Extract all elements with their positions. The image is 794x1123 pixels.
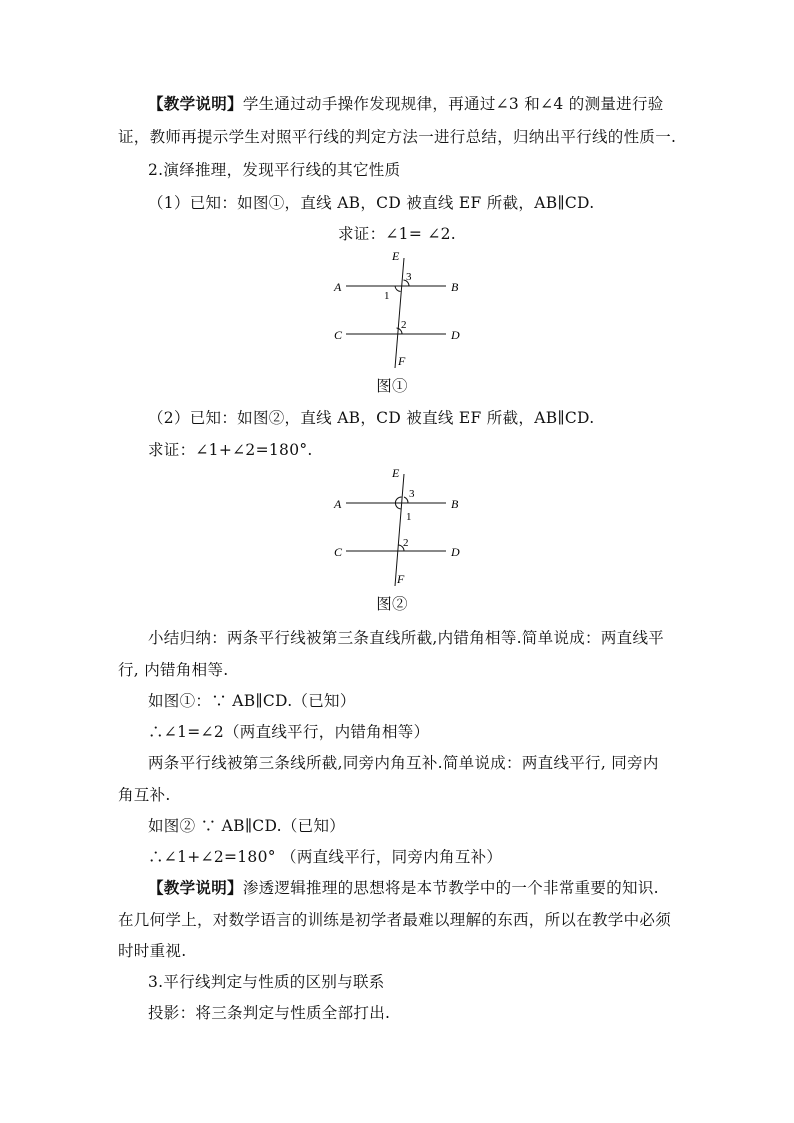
label-angle-1: 1 bbox=[406, 511, 412, 523]
problem-2-prove: 求证：∠1+∠2=180°. bbox=[148, 441, 313, 459]
label-b: B bbox=[451, 280, 459, 294]
teaching-note-tag: 【教学说明】 bbox=[148, 94, 243, 113]
label-c: C bbox=[334, 328, 343, 342]
label-d: D bbox=[451, 328, 460, 342]
line-ef bbox=[395, 474, 404, 586]
section-heading-2: 2.演绎推理，发现平行线的其它性质 bbox=[148, 161, 401, 179]
angle-3-arc bbox=[404, 497, 408, 503]
label-f: F bbox=[398, 354, 406, 368]
figure-1-diagram bbox=[320, 248, 470, 372]
figure-2-diagram bbox=[320, 464, 470, 590]
projection-note: 投影：将三条判定与性质全部打出. bbox=[148, 1004, 391, 1022]
summary-line: ∴∠1+∠2=180° （两直线平行，同旁内角互补） bbox=[148, 848, 503, 866]
label-a: A bbox=[334, 280, 342, 294]
label-a: A bbox=[334, 497, 342, 511]
problem-2-given: （2）已知：如图②，直线 AB，CD 被直线 EF 所截，AB∥CD. bbox=[148, 409, 595, 427]
summary-line: 行, 内错角相等. bbox=[118, 661, 229, 679]
label-b: B bbox=[451, 497, 459, 511]
problem-1-given: （1）已知：如图①，直线 AB，CD 被直线 EF 所截，AB∥CD. bbox=[148, 194, 595, 212]
figure-2-caption: 图② bbox=[376, 595, 408, 613]
paragraph-teaching-note-2 bbox=[148, 878, 659, 898]
label-angle-3: 3 bbox=[409, 488, 415, 500]
label-angle-2: 2 bbox=[401, 319, 407, 331]
paragraph-text: 学生通过动手操作发现规律，再通过∠3 和∠4 的测量进行验 bbox=[242, 95, 664, 113]
label-c: C bbox=[334, 545, 343, 559]
paragraph-text: 时时重视. bbox=[118, 942, 187, 960]
paragraph-text: 证，教师再提示学生对照平行线的判定方法一进行总结，归纳出平行线的性质一. bbox=[118, 128, 677, 146]
summary-line: 如图② ∵ AB∥CD.（已知） bbox=[148, 817, 346, 835]
label-e: E bbox=[392, 466, 400, 480]
label-d: D bbox=[451, 545, 460, 559]
problem-1-prove: 求证：∠1= ∠2. bbox=[337, 225, 457, 243]
teaching-note-tag: 【教学说明】 bbox=[148, 878, 243, 897]
label-f: F bbox=[397, 572, 405, 586]
label-e: E bbox=[392, 249, 400, 263]
paragraph-text: 渗透逻辑推理的思想将是本节教学中的一个非常重要的知识. bbox=[242, 879, 659, 897]
summary-line: 如图①：∵ AB∥CD.（已知） bbox=[148, 692, 356, 710]
summary-line: 两条平行线被第三条线所截,同旁内角互补.简单说成：两直线平行, 同旁内 bbox=[148, 754, 659, 772]
paragraph-teaching-note-1 bbox=[148, 94, 664, 114]
angle-1-arc bbox=[395, 286, 401, 292]
paragraph-text: 在几何学上，对数学语言的训练是初学者最难以理解的东西，所以在教学中必须 bbox=[118, 911, 672, 929]
figure-1-caption: 图① bbox=[376, 377, 408, 395]
label-angle-2: 2 bbox=[403, 537, 409, 549]
summary-line: 角互补. bbox=[118, 786, 171, 804]
summary-line: 小结归纳：两条平行线被第三条直线所截,内错角相等.简单说成：两直线平 bbox=[148, 629, 665, 647]
line-ef bbox=[395, 258, 404, 368]
section-heading-3: 3.平行线判定与性质的区别与联系 bbox=[148, 973, 385, 991]
label-angle-1: 1 bbox=[384, 290, 390, 302]
summary-line: ∴∠1=∠2（两直线平行，内错角相等） bbox=[148, 723, 430, 741]
label-angle-3: 3 bbox=[406, 271, 412, 283]
